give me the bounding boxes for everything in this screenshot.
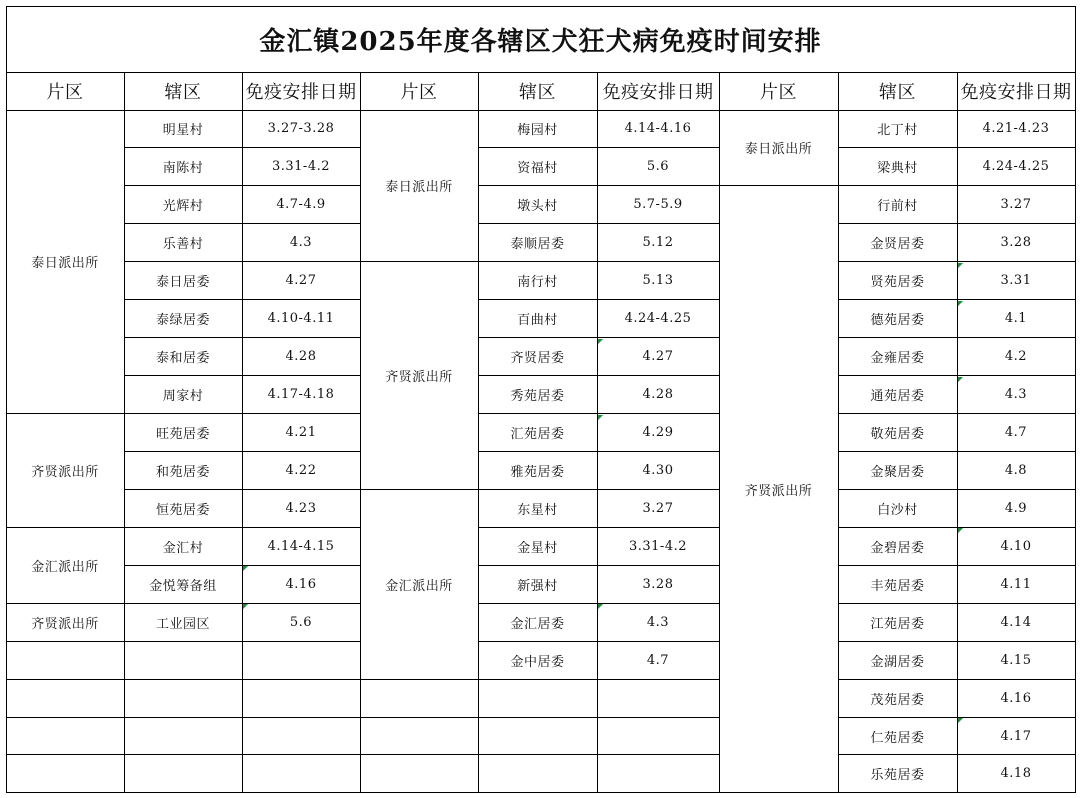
grid-line xyxy=(360,754,478,755)
district-cell: 旺苑居委 xyxy=(155,426,210,442)
area-cell: 金汇派出所 xyxy=(31,559,99,575)
cell-comment-marker xyxy=(958,301,963,306)
district-cell: 丰苑居委 xyxy=(870,578,925,594)
column-header: 免疫安排日期 xyxy=(245,82,357,103)
grid-line xyxy=(6,413,124,414)
district-cell: 金星村 xyxy=(517,540,558,556)
grid-line xyxy=(838,754,1075,755)
district-cell: 金中居委 xyxy=(510,654,565,670)
date-cell: 4.15 xyxy=(1000,652,1032,668)
cell-comment-marker xyxy=(598,339,603,344)
grid-line xyxy=(478,641,719,642)
grid-line xyxy=(124,261,360,262)
cell-comment-marker xyxy=(958,377,963,382)
district-cell: 泰顺居委 xyxy=(510,237,565,253)
date-cell: 3.31 xyxy=(1000,273,1032,289)
grid-line xyxy=(124,147,360,148)
area-cell: 齐贤派出所 xyxy=(385,370,453,386)
cell-comment-marker xyxy=(243,604,248,609)
district-cell: 泰日居委 xyxy=(155,275,210,291)
district-cell: 乐苑居委 xyxy=(870,768,925,784)
date-cell: 4.23 xyxy=(285,500,317,516)
grid-line xyxy=(124,527,360,528)
area-cell: 泰日派出所 xyxy=(385,180,453,196)
district-cell: 汇苑居委 xyxy=(510,426,565,442)
date-cell: 3.27 xyxy=(642,500,674,516)
date-cell: 4.9 xyxy=(1004,500,1028,516)
column-header: 片区 xyxy=(760,82,797,103)
frame-top xyxy=(6,6,1075,7)
district-cell: 资福村 xyxy=(517,161,558,177)
area-cell: 泰日派出所 xyxy=(31,256,99,272)
district-cell: 白沙村 xyxy=(877,502,918,518)
date-cell: 4.8 xyxy=(1004,462,1028,478)
cell-comment-marker xyxy=(243,566,248,571)
date-cell: 4.14-4.16 xyxy=(624,121,692,137)
grid-line xyxy=(124,565,360,566)
grid-line xyxy=(838,261,1075,262)
grid-line xyxy=(838,641,1075,642)
district-cell: 梁典村 xyxy=(877,161,918,177)
grid-line xyxy=(124,223,360,224)
date-cell: 4.7 xyxy=(646,652,670,668)
grid-line xyxy=(478,185,719,186)
grid-line xyxy=(838,603,1075,604)
district-cell: 通苑居委 xyxy=(870,389,925,405)
grid-line xyxy=(124,489,360,490)
district-cell: 金碧居委 xyxy=(870,540,925,556)
district-cell: 茂苑居委 xyxy=(870,692,925,708)
grid-line xyxy=(6,754,124,755)
grid-line xyxy=(838,565,1075,566)
column-header: 辖区 xyxy=(164,82,202,103)
grid-line xyxy=(838,337,1075,338)
date-cell: 4.3 xyxy=(289,235,313,251)
grid-line xyxy=(838,717,1075,718)
district-cell: 工业园区 xyxy=(155,616,210,632)
date-cell: 5.6 xyxy=(289,614,313,630)
district-cell: 雅苑居委 xyxy=(510,464,565,480)
district-cell: 明星村 xyxy=(162,123,204,139)
grid-line xyxy=(124,299,360,300)
grid-line xyxy=(124,451,360,452)
grid-line xyxy=(124,185,360,186)
grid-line xyxy=(478,565,719,566)
district-cell: 金湖居委 xyxy=(870,654,925,670)
column-header: 免疫安排日期 xyxy=(602,82,714,103)
grid-line xyxy=(838,451,1075,452)
date-cell: 4.16 xyxy=(1000,690,1032,706)
date-cell: 5.12 xyxy=(642,235,674,251)
date-cell: 4.3 xyxy=(1004,387,1028,403)
grid-line xyxy=(838,185,1075,186)
grid-line xyxy=(124,717,360,718)
date-cell: 4.10 xyxy=(1000,538,1032,554)
cell-comment-marker xyxy=(958,718,963,723)
grid-line xyxy=(360,261,478,262)
date-cell: 3.31-4.2 xyxy=(271,159,330,175)
date-cell: 4.18 xyxy=(1000,766,1032,782)
date-cell: 4.10-4.11 xyxy=(267,311,335,327)
area-cell: 齐贤派出所 xyxy=(31,616,99,632)
district-cell: 墩头村 xyxy=(517,199,558,215)
date-cell: 4.14-4.15 xyxy=(267,538,335,554)
date-cell: 3.27-3.28 xyxy=(267,121,335,137)
date-cell: 4.28 xyxy=(285,349,317,365)
date-cell: 4.17-4.18 xyxy=(267,387,335,403)
grid-line xyxy=(838,527,1075,528)
grid-line xyxy=(838,489,1075,490)
district-cell: 秀苑居委 xyxy=(510,389,565,405)
date-cell: 4.30 xyxy=(642,462,674,478)
grid-line xyxy=(838,679,1075,680)
grid-line xyxy=(124,754,360,755)
date-cell: 4.24-4.25 xyxy=(982,159,1050,175)
grid-line xyxy=(838,413,1075,414)
cell-comment-marker xyxy=(958,263,963,268)
grid-line xyxy=(124,337,360,338)
grid-line xyxy=(838,375,1075,376)
district-cell: 新强村 xyxy=(517,578,558,594)
district-cell: 德苑居委 xyxy=(870,313,925,329)
grid-line xyxy=(360,717,478,718)
date-cell: 4.11 xyxy=(1000,576,1032,592)
district-cell: 贤苑居委 xyxy=(870,275,925,291)
district-cell: 行前村 xyxy=(877,199,918,215)
grid-line xyxy=(6,679,124,680)
district-cell: 梅园村 xyxy=(517,123,558,139)
district-cell: 金雍居委 xyxy=(870,351,925,367)
area-cell: 金汇派出所 xyxy=(385,578,453,594)
date-cell: 4.16 xyxy=(285,576,317,592)
date-cell: 4.21-4.23 xyxy=(982,121,1050,137)
district-cell: 南行村 xyxy=(517,275,558,291)
grid-line xyxy=(838,147,1075,148)
district-cell: 南陈村 xyxy=(162,161,204,177)
grid-line xyxy=(6,603,124,604)
date-cell: 4.27 xyxy=(642,349,674,365)
grid-line xyxy=(6,641,124,642)
grid-line xyxy=(719,185,838,186)
date-cell: 4.3 xyxy=(646,614,670,630)
grid-line xyxy=(478,451,719,452)
cell-comment-marker xyxy=(958,528,963,533)
date-cell: 5.6 xyxy=(646,159,670,175)
area-cell: 齐贤派出所 xyxy=(31,464,99,480)
column-header: 免疫安排日期 xyxy=(960,82,1072,103)
grid-line xyxy=(478,261,719,262)
date-cell: 4.7-4.9 xyxy=(276,197,326,213)
date-cell: 4.29 xyxy=(642,424,674,440)
grid-line xyxy=(478,299,719,300)
district-cell: 恒苑居委 xyxy=(155,502,210,518)
column-header: 辖区 xyxy=(519,82,556,103)
district-cell: 北丁村 xyxy=(877,123,918,139)
date-cell: 4.14 xyxy=(1000,614,1032,630)
date-cell: 3.28 xyxy=(642,576,674,592)
district-cell: 仁苑居委 xyxy=(870,730,925,746)
date-cell: 3.31-4.2 xyxy=(628,538,687,554)
date-cell: 4.22 xyxy=(285,462,317,478)
grid-line xyxy=(360,679,478,680)
district-cell: 金贤居委 xyxy=(870,237,925,253)
date-cell: 3.28 xyxy=(1000,235,1032,251)
grid-line xyxy=(478,147,719,148)
grid-line xyxy=(478,223,719,224)
cell-comment-marker xyxy=(598,415,603,420)
grid-line xyxy=(124,641,360,642)
date-cell: 4.28 xyxy=(642,387,674,403)
grid-line xyxy=(478,375,719,376)
district-cell: 金汇居委 xyxy=(510,616,565,632)
date-cell: 5.7-5.9 xyxy=(633,197,683,213)
date-cell: 4.2 xyxy=(1004,349,1028,365)
district-cell: 江苑居委 xyxy=(870,616,925,632)
district-cell: 泰绿居委 xyxy=(155,313,210,329)
sheet-title: 金汇镇2025年度各辖区犬狂犬病免疫时间安排 xyxy=(259,26,822,57)
grid-line xyxy=(838,223,1075,224)
grid-line xyxy=(124,603,360,604)
grid-line xyxy=(478,679,719,680)
grid-line xyxy=(478,489,719,490)
area-cell: 齐贤派出所 xyxy=(744,483,813,499)
district-cell: 泰和居委 xyxy=(155,351,210,367)
district-cell: 和苑居委 xyxy=(155,464,210,480)
date-cell: 4.27 xyxy=(285,273,317,289)
grid-line xyxy=(478,754,719,755)
district-cell: 金聚居委 xyxy=(870,464,925,480)
title-divider xyxy=(6,72,1075,73)
cell-comment-marker xyxy=(598,604,603,609)
grid-line xyxy=(478,717,719,718)
district-cell: 光辉村 xyxy=(162,199,204,215)
district-cell: 周家村 xyxy=(162,389,204,405)
date-cell: 4.17 xyxy=(1000,728,1032,744)
date-cell: 4.24-4.25 xyxy=(624,311,692,327)
district-cell: 金悦筹备组 xyxy=(149,578,217,594)
date-cell: 4.21 xyxy=(285,424,317,440)
date-cell: 3.27 xyxy=(1000,197,1032,213)
grid-line xyxy=(360,489,478,490)
column-header: 片区 xyxy=(400,82,438,103)
district-cell: 齐贤居委 xyxy=(510,351,565,367)
grid-line xyxy=(124,679,360,680)
district-cell: 东星村 xyxy=(517,502,558,518)
area-cell: 泰日派出所 xyxy=(744,142,813,158)
district-cell: 百曲村 xyxy=(517,313,558,329)
grid-line xyxy=(124,375,360,376)
date-cell: 5.13 xyxy=(642,273,674,289)
grid-line xyxy=(124,413,360,414)
district-cell: 金汇村 xyxy=(162,540,204,556)
grid-line xyxy=(478,527,719,528)
grid-line xyxy=(6,717,124,718)
grid-line xyxy=(838,299,1075,300)
column-header: 辖区 xyxy=(879,82,916,103)
column-header: 片区 xyxy=(46,82,84,103)
date-cell: 4.7 xyxy=(1004,424,1028,440)
district-cell: 敬苑居委 xyxy=(870,426,925,442)
date-cell: 4.1 xyxy=(1004,311,1028,327)
district-cell: 乐善村 xyxy=(162,237,204,253)
grid-line xyxy=(6,527,124,528)
